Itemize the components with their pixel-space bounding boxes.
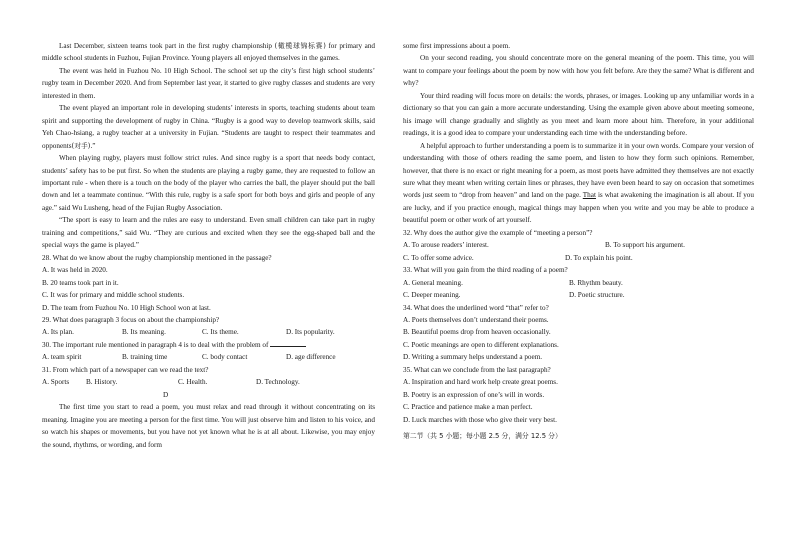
paragraph-6: The first time you start to read a poem, you must relax and read through it without concentrating on its meaning. Imagine you are meeting a person for the first time. You will just observe him and listen to his voice, and so watch his shapes or movements, but you have not yet known what he is at all about. Likewise, you may enjoy the sound, rhythms, or wording, and form xyxy=(42,403,375,449)
question-32-option-c: C. To offer some advice. xyxy=(403,253,474,262)
question-31-option-c: C. Health. xyxy=(178,378,208,387)
paragraph-1-text: Last December, sixteen teams took part in the first rugby championship xyxy=(59,42,275,50)
question-32: 32. Why does the author give the example of “meeting a person”? xyxy=(403,228,593,237)
question-32-options-row2 xyxy=(403,252,754,264)
question-30 xyxy=(42,339,375,351)
paragraph-5: “The sport is easy to learn and the rules are easy to understand. Even small children can take part in rugby training and competitions,” said Wu. “They are curious and excited when they see the egg-shaped ball and the special ways the game is played.” xyxy=(42,216,375,250)
question-28: 28. What do we know about the rugby championship mentioned in the passage? xyxy=(42,253,272,262)
question-33-option-c: C. Deeper meaning. xyxy=(403,291,461,300)
question-34-option-c: C. Poetic meanings are open to different explanations. xyxy=(403,340,559,349)
question-31-option-a: A. Sports xyxy=(42,378,70,387)
paragraph-6-continued: some first impressions about a poem. xyxy=(403,42,510,50)
question-29-option-a: A. Its plan. xyxy=(42,328,74,337)
paragraph-2: The event was held in Fuzhou No. 10 High School. The school set up the city’s first high school students’ rugby team in December 2020. And from September last year, it started to give rugby classes and students are very interested in them. xyxy=(42,66,375,100)
right-column xyxy=(403,40,754,443)
question-32-option-a: A. To arouse readers’ interest. xyxy=(403,241,489,250)
question-35-option-d: D. Luck marches with those who give their very best. xyxy=(403,415,557,424)
question-28-option-d: D. The team from Fuzhou No. 10 High School won at last. xyxy=(42,303,211,312)
paragraph-9 xyxy=(403,140,754,227)
question-33: 33. What will you gain from the third reading of a poem? xyxy=(403,266,568,275)
question-31-option-b: B. History. xyxy=(86,378,118,387)
question-31-option-d: D. Technology. xyxy=(256,378,300,387)
question-32-option-b: B. To support his argument. xyxy=(605,241,685,250)
paragraph-4: When playing rugby, players must follow strict rules. And since rugby is a sport that needs body contact, students’ safety has to be put first. So when the students are playing a rugby game, they are requested to follow an important rule - when there is a touch on the body of the player who carries the ball, the player should put the ball down and let a teammate continue. “With this rule, rugby is a safe sport for both boys and girls and people of any age.” said Wu Lusheng, head of the Fujian Rugby Association. xyxy=(42,154,375,212)
question-35: 35. What can we conclude from the last paragraph? xyxy=(403,365,551,374)
question-30-option-c: C. body contact xyxy=(202,353,248,362)
question-35-option-b: B. Poetry is an expression of one’s will in words. xyxy=(403,390,545,399)
question-30-option-b: B. training time xyxy=(122,353,168,362)
paragraph-3 xyxy=(42,102,375,152)
paragraph-9-text-end: is what awakening the imagination is all about. If you are lucky, and if you practice enough, magical things may happen when you write and you may be able to produce a beautiful poem or other work of art yourself. xyxy=(403,191,754,225)
paragraph-7: On your second reading, you should concentrate more on the general meaning of the poem. This time, you will want to compare your feelings about the poem by now with how you felt before. Are they the same? What is different and why? xyxy=(403,54,754,88)
question-29-option-b: B. Its meaning. xyxy=(122,328,166,337)
underlined-word: That xyxy=(582,191,596,200)
paragraph-1-gloss: (橄榄球锦标赛) xyxy=(274,42,326,50)
paragraph-9-text: A helpful approach to further understanding a poem is to summarize it in your own words. Compare your version of understanding with those of others reading the same poem, and listen to how they form such opinions. Remember, however, that there is no exact or right meaning for a poem, as most poets have admitted they themselves are not exactly sure what they meant when writing certain lines or phrases, they have even been heard to say on occasion that sometimes words just seem to “drop from heaven” and land on the page. xyxy=(403,141,754,200)
paragraph-3-gloss: (对手) xyxy=(71,141,91,150)
question-33-option-d: D. Poetic structure. xyxy=(569,291,625,300)
question-34-option-a: A. Poets themselves don’t understand their poems. xyxy=(403,315,549,324)
question-30-options xyxy=(42,351,375,363)
question-33-options-row2 xyxy=(403,289,754,301)
stray-letter-d: D xyxy=(163,390,169,399)
question-31: 31. From which part of a newspaper can we read the text? xyxy=(42,365,209,374)
question-30-option-d: D. age difference xyxy=(286,353,336,362)
question-32-options-row1 xyxy=(403,239,754,251)
answer-blank xyxy=(270,339,306,347)
question-35-option-c: C. Practice and patience make a man perfect. xyxy=(403,403,533,412)
question-35-option-a: A. Inspiration and hard work help create great poems. xyxy=(403,378,558,387)
question-32-option-d: D. To explain his point. xyxy=(565,253,633,262)
paragraph-8: Your third reading will focus more on details: the words, phrases, or images. Looking up any unfamiliar words in a dictionary so that you can gain a more accurate understanding. Using the example given above about meeting someone, his image will change gradually and slightly as you meet and learn more about him. Therefore, in your additional readings, it is a good idea to compare your understanding each time with the understanding before. xyxy=(403,91,754,138)
question-29-option-d: D. Its popularity. xyxy=(286,328,335,337)
paragraph-1-text-end: for primary and middle school students in Fuzhou, Fujian Province. Young players all enjoyed themselves in the games. xyxy=(42,42,376,63)
question-31-options xyxy=(42,376,375,388)
question-28-option-b: B. 20 teams took part in it. xyxy=(42,278,119,287)
question-34: 34. What does the underlined word “that” refer to? xyxy=(403,303,549,312)
question-30-option-a: A. team spirit xyxy=(42,353,82,362)
question-29-options xyxy=(42,326,375,338)
section-heading: 第二节（共 5 小题；每小题 2.5 分，满分 12.5 分） xyxy=(403,432,562,441)
question-33-option-a: A. General meaning. xyxy=(403,278,463,287)
question-29: 29. What does paragraph 3 focus on about the championship? xyxy=(42,315,220,324)
question-28-option-c: C. It was for primary and middle school students. xyxy=(42,291,185,300)
question-33-option-b: B. Rhythm beauty. xyxy=(569,278,623,287)
left-column xyxy=(42,40,375,451)
paragraph-3-text: The event played an important role in developing students’ interests in sports, teaching students about team spirit and supporting the development of rugby in China. “Rugby is a good way to develop teamwork skills, said Yeh Chao-hsiang, a rugby teacher at a university in Fujian. “Students are taught to respect their teammates and opponents xyxy=(42,104,375,150)
question-34-option-d: D. Writing a summary helps understand a poem. xyxy=(403,353,543,362)
paragraph-1 xyxy=(42,40,375,65)
question-28-option-a: A. It was held in 2020. xyxy=(42,266,108,275)
question-33-options-row1 xyxy=(403,277,754,289)
paragraph-3-end: .” xyxy=(90,141,96,150)
question-29-option-c: C. Its theme. xyxy=(202,328,239,337)
question-30-text: 30. The important rule mentioned in paragraph 4 is to deal with the problem of xyxy=(42,340,269,349)
question-34-option-b: B. Beautiful poems drop from heaven occasionally. xyxy=(403,328,551,337)
